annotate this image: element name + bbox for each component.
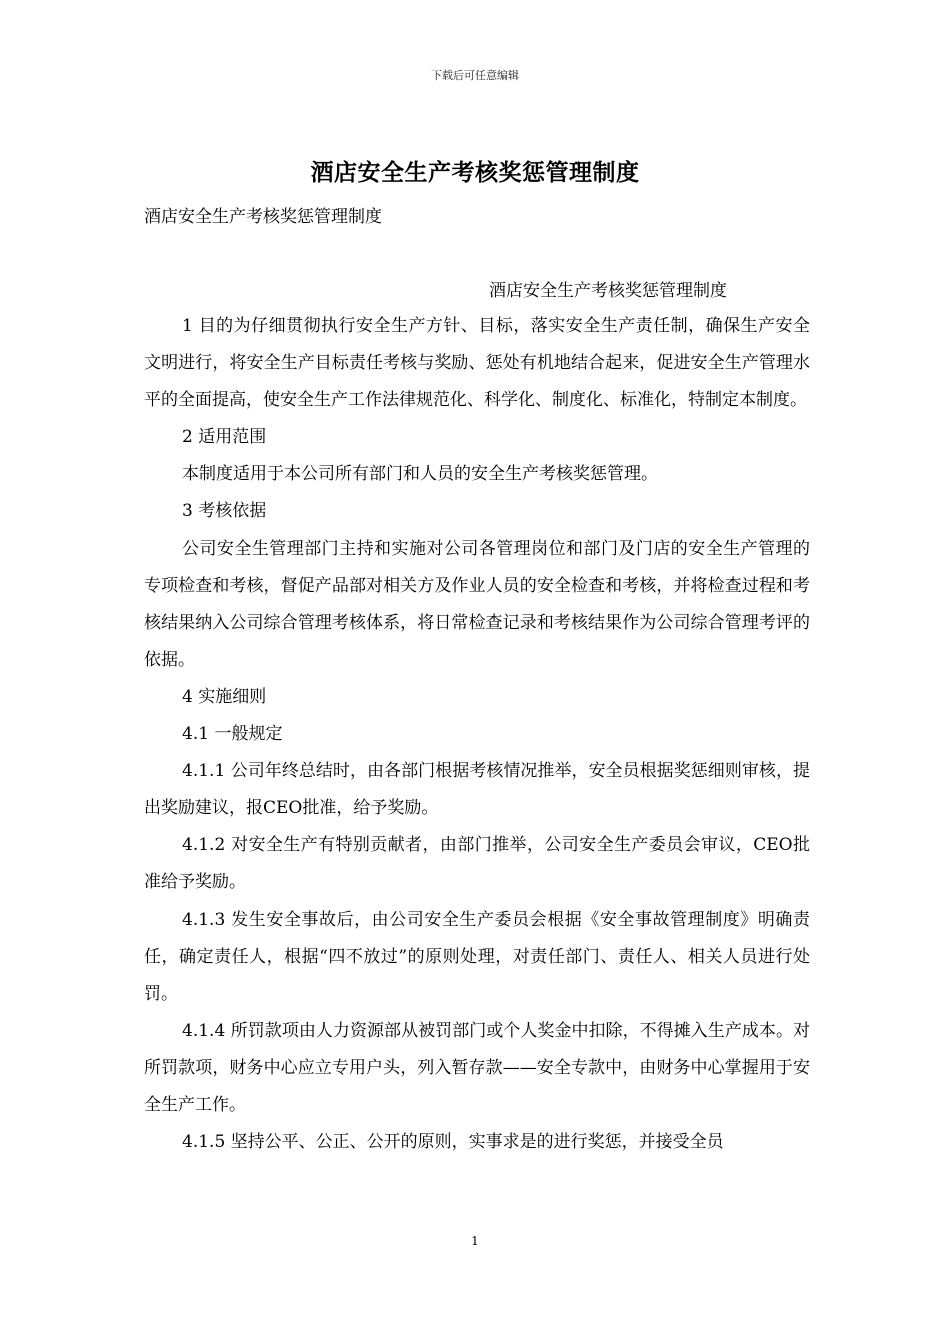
- paragraph-purpose: 1 目的为仔细贯彻执行安全生产方针、目标，落实安全生产责任制，确保生产安全文明进行，将安全生产目标责任考核与奖励、惩处有机地结合起来，促进安全生产管理水平的全面提高，使安全生产工作法律规范化、科学化、制度化、标准化，特制定本制度。: [144, 316, 810, 411]
- paragraph-basis: 公司安全生管理部门主持和实施对公司各管理岗位和部门及门店的安全生产管理的专项检查和考核，督促产品部对相关方及作业人员的安全检查和考核，并将检查过程和考核结果纳入公司综合管理考核体系，将日常检查记录和考核结果作为公司综合管理考评的依据。: [144, 538, 810, 670]
- page-number: 1: [471, 1234, 479, 1248]
- paragraph-rule-4-1-1: 4.1.1 公司年终总结时，由各部门根据考核情况推举，安全员根据奖惩细则审核，提出奖励建议，报CEO批准，给予奖励。: [144, 761, 810, 819]
- document-title: 酒店安全生产考核奖惩管理制度: [310, 159, 640, 186]
- paragraph-rule-4-1-2: 4.1.2 对安全生产有特别贡献者，由部门推举，公司安全生产委员会审议，CEO批准给予奖励。: [144, 835, 810, 893]
- section-heading: 酒店安全生产考核奖惩管理制度: [489, 281, 727, 301]
- document-body: [144, 308, 810, 1161]
- paragraph-rule-4-1-3: 4.1.3 发生安全事故后，由公司安全生产委员会根据《安全事故管理制度》明确责任，确定责任人，根据“四不放过”的原则处理，对责任部门、责任人、相关人员进行处罚。: [144, 909, 810, 1004]
- heading-general-rules: 4.1 一般规定: [182, 724, 283, 745]
- paragraph-rule-4-1-4: 4.1.4 所罚款项由人力资源部从被罚部门或个人奖金中扣除，不得摊入生产成本。对所罚款项，财务中心应立专用户头，列入暂存款——安全专款中，由财务中心掌握用于安全生产工作。: [144, 1020, 810, 1115]
- heading-basis: 3 考核依据: [182, 501, 267, 522]
- heading-scope: 2 适用范围: [182, 427, 267, 448]
- header-note: 下载后可任意编辑: [431, 69, 519, 82]
- heading-implementation: 4 实施细则: [182, 686, 267, 707]
- paragraph-rule-4-1-5: 4.1.5 坚持公平、公正、公开的原则，实事求是的进行奖惩，并接受全员: [182, 1132, 724, 1153]
- paragraph-scope: 本制度适用于本公司所有部门和人员的安全生产考核奖惩管理。: [182, 464, 658, 485]
- document-subtitle: 酒店安全生产考核奖惩管理制度: [144, 207, 382, 227]
